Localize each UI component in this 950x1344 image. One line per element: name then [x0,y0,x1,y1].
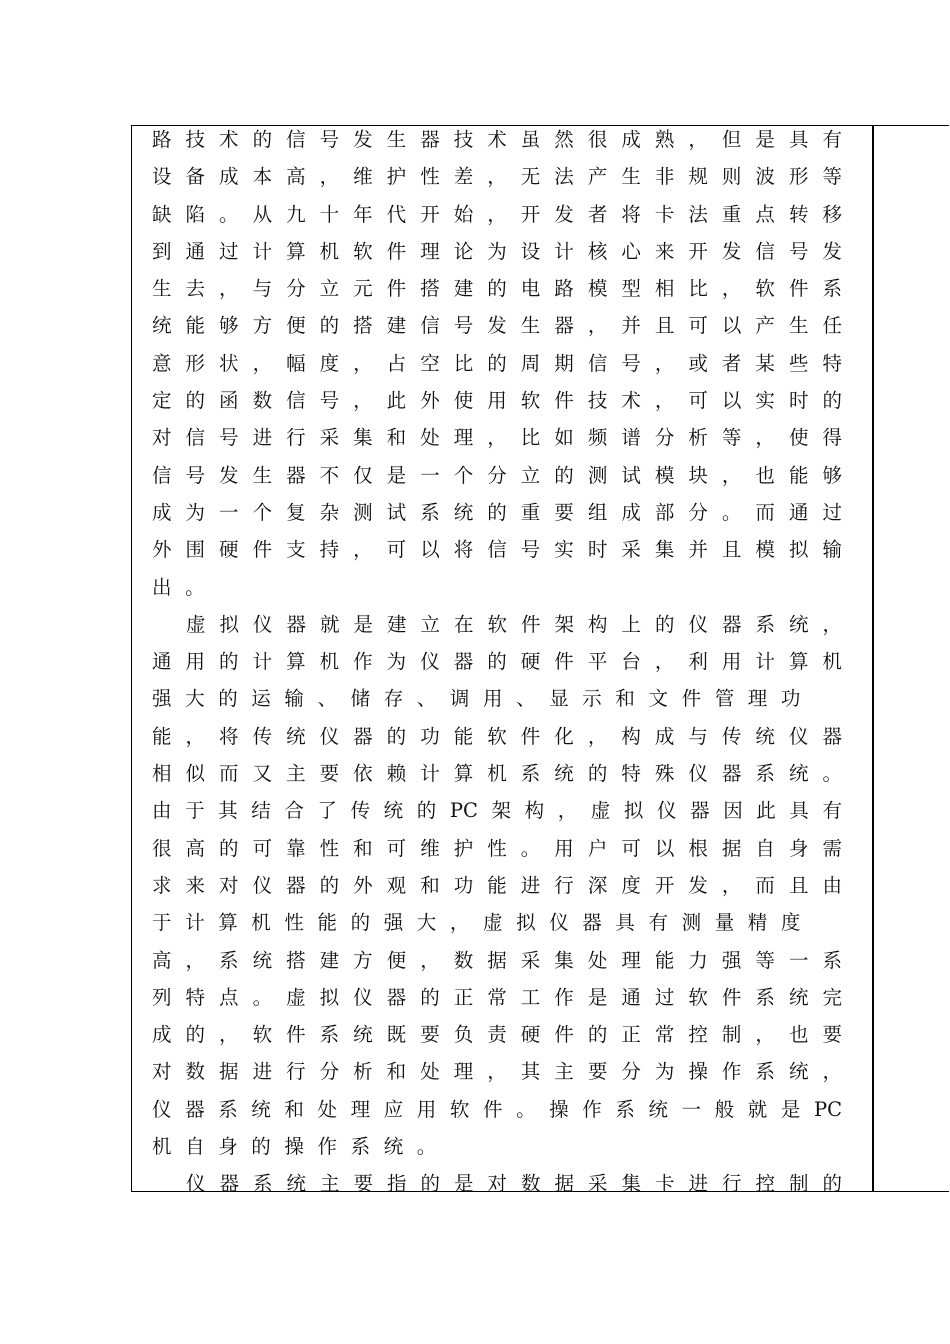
text-line: 出。 [152,575,219,599]
text-line: 成为一个复杂测试系统的重要组成部分。而通过 [152,500,842,524]
text-line: 仪器系统和处理应用软件。操作系统一般就是PC [152,1097,842,1121]
text-line: 到通过计算机软件理论为设计核心来开发信号发 [152,239,842,263]
text-line: 意形状，幅度，占空比的周期信号，或者某些特 [152,351,842,375]
text-line: 能，将传统仪器的功能软件化，构成与传统仪器 [152,724,842,748]
text-line: 相似而又主要依赖计算机系统的特殊仪器系统。 [152,762,842,786]
document-body [152,121,842,1203]
paragraph-first-line: 虚拟仪器就是建立在软件架构上的仪器系统， [186,612,842,636]
text-line: 设备成本高，维护性差，无法产生非规则波形等 [152,165,842,189]
text-line: 生去，与分立元件搭建的电路模型相比，软件系 [152,277,842,301]
text-line: 于计算机性能的强大，虚拟仪器具有测量精度 [152,911,815,935]
text-line: 成的，软件系统既要负责硬件的正常控制，也要 [152,1023,842,1047]
text-line: 高，系统搭建方便，数据采集处理能力强等一系 [152,948,842,972]
text-line: 强大的运输、储存、调用、显示和文件管理功 [152,687,815,711]
text-line: 对数据进行分析和处理，其主要分为操作系统， [152,1060,842,1084]
text-line: 由于其结合了传统的PC架构，虚拟仪器因此具有 [152,799,842,823]
text-line: 信号发生器不仅是一个分立的测试模块，也能够 [152,463,842,487]
text-line: 机自身的操作系统。 [152,1135,450,1159]
text-line: 很高的可靠性和可维护性。用户可以根据自身需 [152,836,842,860]
text-line: 外围硬件支持，可以将信号实时采集并且模拟输 [152,538,842,562]
text-line: 统能够方便的搭建信号发生器，并且可以产生任 [152,314,842,338]
text-line: 路技术的信号发生器技术虽然很成熟，但是具有 [152,128,842,151]
text-line: 缺陷。从九十年代开始，开发者将卡法重点转移 [152,202,842,226]
table-column-divider [872,125,874,1192]
paragraph-first-line: 仪器系统主要指的是对数据采集卡进行控制的 [186,1172,842,1196]
text-line: 列特点。虚拟仪器的正常工作是通过软件系统完 [152,985,842,1009]
text-line: 通用的计算机作为仪器的硬件平台，利用计算机 [152,650,842,674]
text-line: 求来对仪器的外观和功能进行深度开发，而且由 [152,873,842,897]
text-line: 定的函数信号，此外使用软件技术，可以实时的 [152,389,842,413]
text-line: 对信号进行采集和处理，比如频谱分析等，使得 [152,426,842,450]
